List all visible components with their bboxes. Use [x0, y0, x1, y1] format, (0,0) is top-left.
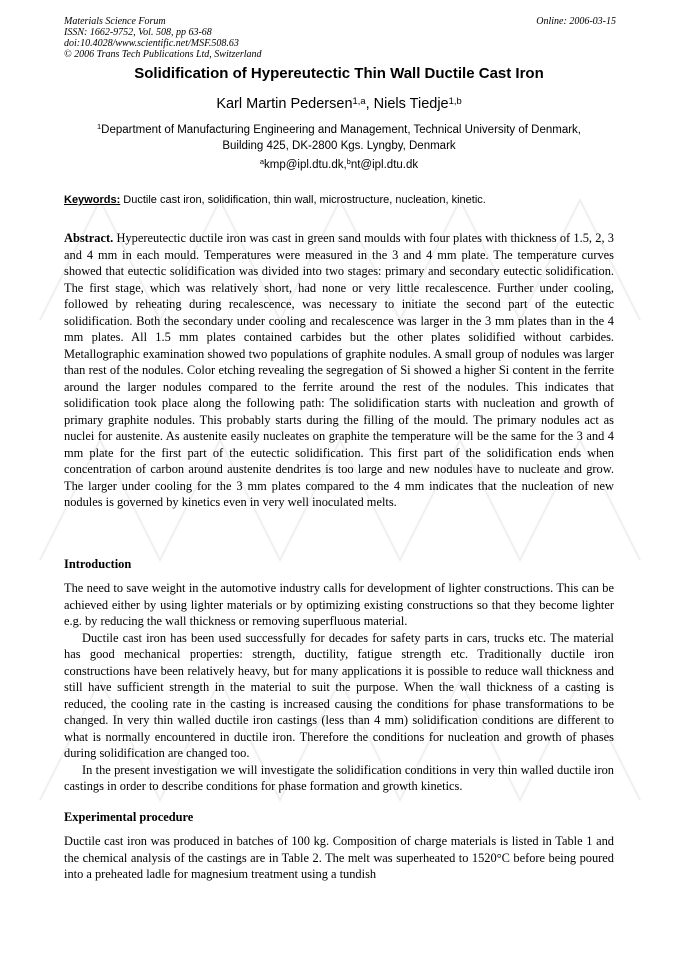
- experimental-heading: Experimental procedure: [64, 810, 194, 824]
- paragraph: Ductile cast iron was produced in batches of 100 kg. Composition of charge materials is listed in Table 1 and the chemical analysis of the castings are in Table 2. The melt was superheated to 1520°C before being poured into a preheated ladle for magnesium treatment using a tundish: [64, 834, 614, 881]
- author-name: Karl Martin Pedersen: [216, 96, 353, 112]
- keywords-label: Keywords:: [64, 194, 121, 206]
- journal-issn: ISSN: 1662-9752, Vol. 508, pp 63-68: [64, 27, 212, 38]
- author-affiliation-mark: 1,a: [352, 94, 366, 106]
- author-emails: [40, 157, 638, 173]
- affiliation-mark: 1: [96, 122, 102, 132]
- abstract-text: Hypereutectic ductile iron was cast in green sand moulds with four plates with thickness of 1.5, 2, 3 and 4 mm in each mould. Temperatures were measured in the 3 and 4 mm plate. The temperature curves showed that eutectic solidification was divided into two stages: primary and secondary eutectic solidification. The first stage, which was relatively short, had none or very little recalescence. Further under cooling, followed by reheating during recalescence, was necessary to initiate the second part of the eutectic solidification. Both the secondary under cooling and recalescence was larger in the 3 mm plates than in the 4 mm plates. All 1.5 mm plates contained carbides but the other plates solidified without carbides. Metallographic examination showed two populations of graphite nodules. A small group of nodules was larger than rest of the nodules. Color etching revealing the segregation of Si showed a higher Si content in the ferrite around the larger nodules compared to the ferrite around the rest of the nodules. This indicates that solidification took place along the following path: The solidification starts with nucleation and growth of primary graphite nodules. This probably starts during the filling of the mould. The primary nodules act as nuclei for austenite. As austenite easily nucleates on graphite the temperature will be the same for the 3 and 4 mm plate for the first part of the eutectic solidification. This first part of the solidification ends when concentration of carbon around austenite dendrites is too large and new nodules have to nucleate and grow. The larger under cooling for the 3 mm plates compared to the 4 mm indicates that the nucleation of new nodules is governed by kinetics even in very well inoculated melts.: [64, 231, 614, 509]
- author-name: Niels Tiedje: [373, 96, 449, 112]
- doi-link[interactable]: doi:10.4028/www.scientific.net/MSF.508.63: [64, 38, 239, 49]
- email-mark: a: [259, 157, 265, 167]
- affiliation-line-1: Department of Manufacturing Engineering and Management, Technical University of Denmark,: [101, 124, 581, 136]
- email-separator: ,: [343, 159, 347, 171]
- paragraph: In the present investigation we will investigate the solidification conditions in very thin walled ductile iron castings in order to describe conditions for phase formation and growth kinetics.: [64, 762, 614, 793]
- online-date: Online: 2006-03-15: [536, 16, 616, 27]
- author-affiliation-mark: 1,b: [448, 94, 462, 106]
- abstract: [64, 230, 614, 511]
- journal-header: [64, 16, 444, 60]
- journal-name: Materials Science Forum: [64, 16, 166, 27]
- paragraph: Ductile cast iron has been used successfully for decades for safety parts in cars, trucks etc. The material has good mechanical properties: strength, ductility, fatigue strength etc. Traditionally ductile iron constructions have been relatively heavy, but for many applications it is possible to reduce wall thickness and still have sufficient strength in the material to suit the purpose. When the wall thickness of a casting is reduced, the cooling rate in the casting is increased causing the conditions for phase transformations to be changed. In very thin walled ductile iron castings (less than 4 mm) solidification conditions are different to what is normally encountered in ductile iron. Therefore the conditions for nucleation and growth of phases during solidification are changed too.: [64, 630, 614, 760]
- keywords: [64, 193, 614, 208]
- email-mark: b: [346, 157, 351, 167]
- email-address[interactable]: nt@ipl.dtu.dk: [350, 159, 419, 171]
- author-list: [40, 94, 638, 114]
- introduction-heading: Introduction: [64, 557, 132, 571]
- introduction-section: [64, 580, 614, 795]
- keywords-text: Ductile cast iron, solidification, thin wall, microstructure, nucleation, kinetic.: [120, 194, 486, 206]
- copyright-notice: © 2006 Trans Tech Publications Ltd, Switzerland: [64, 49, 262, 60]
- affiliation-line-2: Building 425, DK-2800 Kgs. Lyngby, Denmark: [222, 140, 456, 152]
- paper-title: Solidification of Hypereutectic Thin Wall Ductile Cast Iron: [134, 65, 544, 82]
- abstract-label: Abstract.: [64, 231, 114, 245]
- experimental-section: [64, 833, 614, 883]
- paragraph: The need to save weight in the automotive industry calls for development of lighter constructions. This can be achieved either by using lighter materials or by optimizing existing constructions so that they become lighter e.g. by reducing the wall thickness or removing superfluous material.: [64, 581, 614, 628]
- affiliation: [40, 122, 638, 154]
- author-separator: ,: [365, 96, 374, 112]
- email-address[interactable]: kmp@ipl.dtu.dk: [264, 159, 344, 171]
